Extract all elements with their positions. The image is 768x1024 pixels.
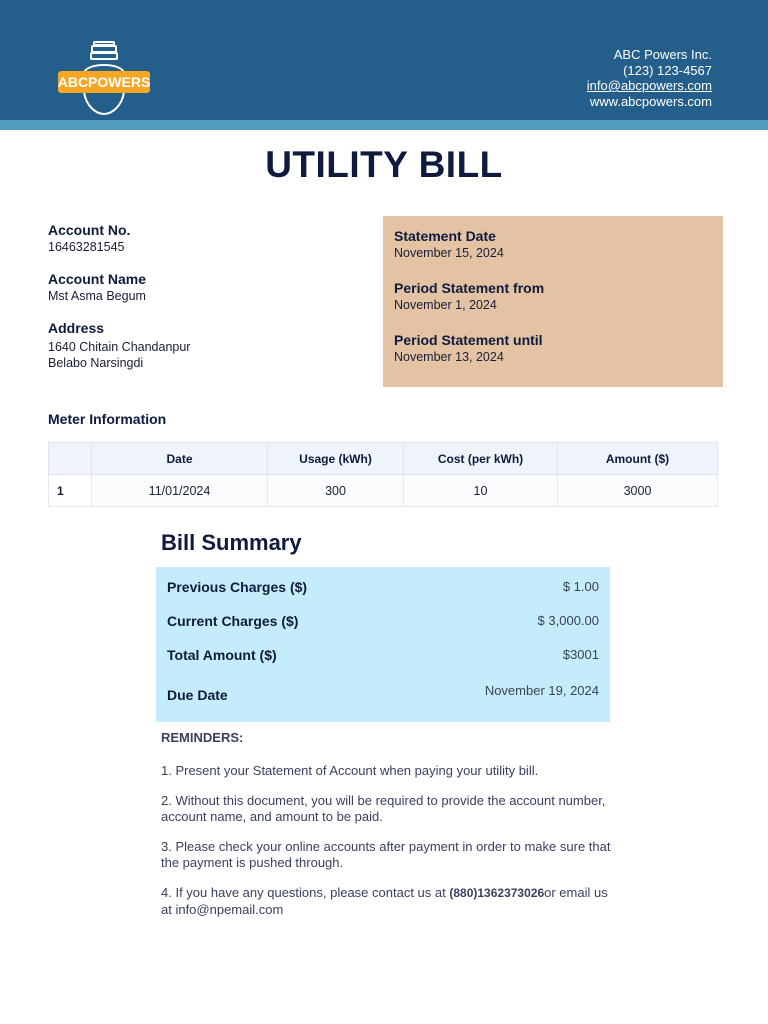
period-from-item [394,280,712,313]
reminder-item-2: 2. Without this document, you will be required to provide the account number, account name, and amount to be paid. [161,793,606,824]
meter-col-index [49,443,92,475]
period-from-label: Period Statement from [394,280,545,296]
due-date-value: November 19, 2024 [484,683,599,698]
meter-table [48,442,718,507]
address-block [48,320,190,371]
summary-row-current [167,613,599,629]
meter-col-date: Date [92,443,268,475]
reminder-item-1: 1. Present your Statement of Account when paying your utility bill. [161,762,539,778]
account-name-label: Account Name [48,271,147,287]
due-date-label: Due Date [167,687,228,703]
reminder-item-4 [161,885,611,917]
meter-section-title: Meter Information [48,411,167,427]
meter-cell-cost: 10 [404,475,558,507]
statement-date-value: November 15, 2024 [394,246,504,260]
company-website[interactable]: www.abcpowers.com [589,93,712,109]
meter-cell-usage: 300 [268,475,404,507]
address-line-2: Belabo Narsingdi [48,356,144,370]
contact-phone: (880)1362373026 [449,886,545,900]
lightbulb-logo-icon [56,40,152,118]
current-charges-label: Current Charges ($) [167,613,299,629]
period-from-value: November 1, 2024 [394,298,497,312]
period-until-label: Period Statement until [394,332,543,348]
reminder-item-3: 3. Please check your online accounts after payment in order to make sure that the payment is pushed through. [161,839,611,870]
company-info [587,47,712,109]
meter-cell-index: 1 [49,475,92,507]
total-amount-value: $3001 [562,647,599,662]
statement-box [383,216,723,387]
summary-row-previous [167,579,599,595]
statement-date-label: Statement Date [394,228,496,244]
company-name: ABC Powers Inc. [613,47,712,62]
reminders-section [161,730,611,932]
bill-summary-title: Bill Summary [161,530,302,555]
page-title: UTILITY BILL [265,144,503,185]
meter-header-row [49,443,718,475]
account-name-value: Mst Asma Begum [48,289,146,303]
summary-row-total [167,647,599,663]
current-charges-value: $ 3,000.00 [537,613,599,628]
meter-col-cost: Cost (per kWh) [404,443,558,475]
meter-col-usage: Usage (kWh) [268,443,404,475]
table-row [49,475,718,507]
account-name-block [48,271,146,304]
address-line-1: 1640 Chitain Chandanpur [48,340,191,354]
period-until-value: November 13, 2024 [394,350,504,364]
reminder-4-text-end: or email us at info@npemail.com [161,885,608,917]
account-number-value: 16463281545 [48,240,125,254]
meter-col-amount: Amount ($) [558,443,718,475]
meter-cell-date: 11/01/2024 [92,475,268,507]
address-label: Address [48,320,105,336]
header-stripe [0,120,768,130]
period-until-item [394,332,712,365]
total-amount-label: Total Amount ($) [167,647,277,663]
company-phone: (123) 123-4567 [623,62,712,78]
bill-summary-box [156,567,610,722]
company-email-link[interactable]: info@abcpowers.com [586,78,712,93]
account-number-block [48,222,130,255]
meter-cell-amount: 3000 [558,475,718,507]
reminders-title: REMINDERS: [161,730,244,745]
account-number-label: Account No. [48,222,131,238]
logo-text: ABCPOWERS [57,74,151,90]
summary-row-due [167,683,599,703]
previous-charges-label: Previous Charges ($) [167,579,308,595]
previous-charges-value: $ 1.00 [562,579,599,594]
statement-date-item [394,228,712,261]
reminder-4-text-start: 4. If you have any questions, please contact us at [161,885,450,900]
